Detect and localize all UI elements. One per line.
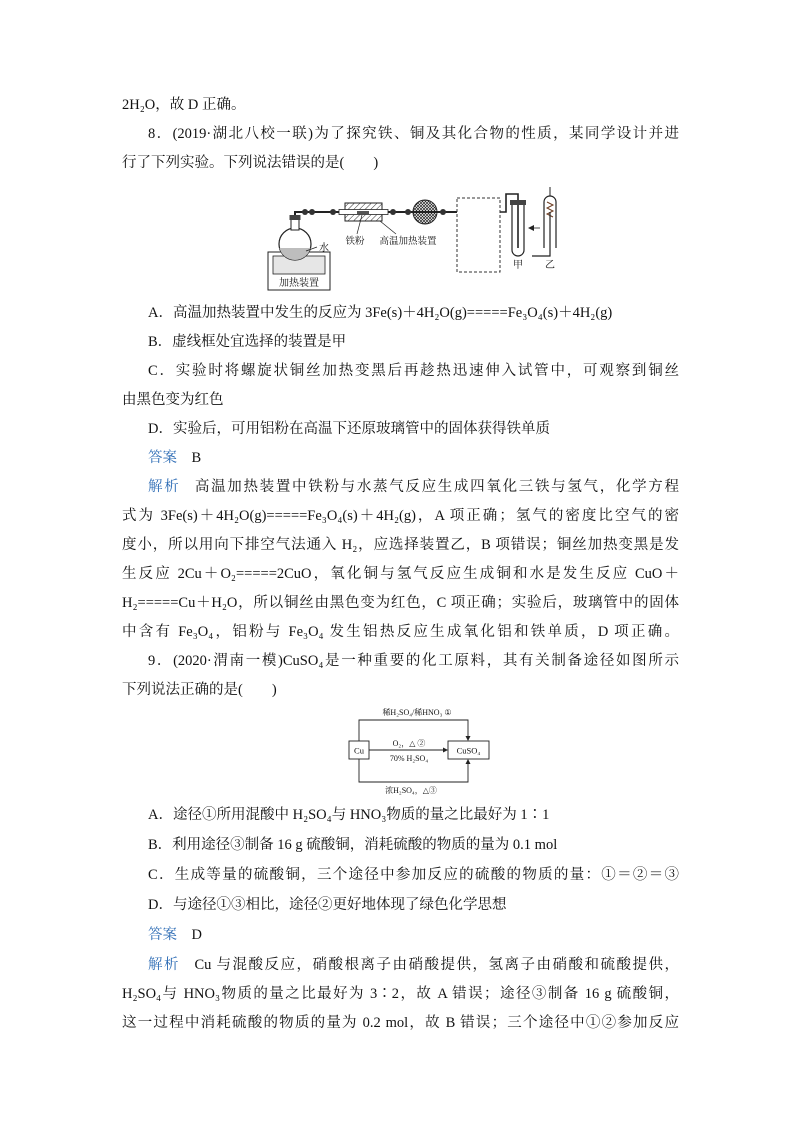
test-tube-yi <box>532 187 556 256</box>
route-2-top-label: O₂，△ ② <box>392 739 426 748</box>
q9-option-c: C．生成等量的硫酸铜，三个途径中参加反应的硫酸的物质的量：①＝②＝③ <box>148 867 679 883</box>
analysis-label: 解析 <box>148 957 180 973</box>
answer-value: D <box>191 927 202 943</box>
q8-stem-line-2: 行了下列实验。下列说法错误的是( ) <box>122 155 379 171</box>
heater-label: 加热装置 <box>279 278 319 289</box>
heater-leader <box>380 221 396 234</box>
route-1-label: 稀H₂SO₄/稀HNO₃ ① <box>382 708 452 717</box>
q8-answer <box>148 444 679 472</box>
q9-option-d: D．与途径①③相比，途径②更好地体现了绿色化学思想 <box>148 897 507 913</box>
gas-flow-arrow <box>528 225 540 231</box>
analysis-text: 高温加热装置中铁粉与水蒸气反应生成四氧化三铁与氢气，化学方程 <box>194 479 680 495</box>
high-temp-heater-label: 高温加热装置 <box>379 237 437 247</box>
q8-analysis-line-1 <box>148 473 679 501</box>
q8-option-d: D．实验后，可用铝粉在高温下还原玻璃管中的固体获得铁单质 <box>148 421 550 437</box>
route-2-arrow <box>369 748 448 753</box>
q9-answer <box>148 921 679 949</box>
cuso4-label: CuSO₄ <box>456 745 481 756</box>
q9-analysis-line-3: 这一过程中消耗硫酸的物质的量为 0.2 mol，故 B 错误；三个途径中①②参加反应 <box>122 1015 679 1031</box>
q9-option-a: A．途径①所用混酸中 H₂SO₄与 HNO₃物质的量之比最好为 1∶1 <box>148 807 550 823</box>
q8-option-c-line-1: C．实验时将螺旋状铜丝加热变黑后再趁热迅速伸入试管中，可观察到铜丝 <box>148 363 679 379</box>
q8-analysis-line-2: 式为 3Fe(s)＋4H₂O(g)=====Fe₃O₄(s)＋4H₂(g)，A 项正确；氢气的密度比空气的密 <box>122 508 679 524</box>
tube-yi-label: 乙 <box>545 260 555 271</box>
round-bottom-flask <box>279 215 311 260</box>
water-label: 水 <box>319 243 329 254</box>
answer-value: B <box>191 450 202 466</box>
answer-label: 答案 <box>148 450 177 466</box>
cu-label: Cu <box>354 745 364 756</box>
route-3-label: 浓H₂SO₄，△③ <box>385 786 437 795</box>
answer-label: 答案 <box>148 927 177 943</box>
route-diagram <box>340 700 500 800</box>
q9-option-b: B．利用途径③制备 16 g 硫酸铜，消耗硫酸的物质的量为 0.1 mol <box>148 837 558 853</box>
q9-analysis-line-2: H₂SO₄与 HNO₃物质的量之比最好为 3∶2，故 A 错误；途径③制备 16 g 硫酸铜， <box>122 986 679 1002</box>
apparatus-diagram <box>262 182 582 294</box>
previous-answer-tail: 2H₂O，故 D 正确。 <box>122 97 246 113</box>
iron-powder <box>357 211 369 214</box>
iron-powder-label: 铁粉 <box>345 237 365 247</box>
q9-analysis-line-1 <box>148 951 679 979</box>
analysis-text: Cu 与混酸反应，硝酸根离子由硝酸提供，氢离子由硝酸和硫酸提供， <box>194 957 679 973</box>
q8-option-b: B．虚线框处宜选择的装置是甲 <box>148 334 347 350</box>
q8-analysis-line-4: 生反应 2Cu＋O₂=====2CuO，氧化铜与氢气反应生成铜和水是发生反应 CuO＋ <box>122 566 679 582</box>
q8-analysis-line-3: 度小，所以用向下排空气法通入 H₂，应选择装置乙，B 项错误；铜丝加热变黑是发 <box>122 537 679 553</box>
route-2-bottom-label: 70% H₂SO₄ <box>389 754 429 763</box>
tube-jia-label: 甲 <box>513 260 523 271</box>
q9-stem-line-2: 下列说法正确的是( ) <box>122 682 277 698</box>
q8-stem-line-1: 8．(2019·湖北八校一联)为了探究铁、铜及其化合物的性质，某同学设计并进 <box>148 126 679 142</box>
route-1-arrow <box>359 720 471 741</box>
q9-stem-line-1: 9．(2020·渭南一模)CuSO₄是一种重要的化工原料，其有关制备途径如图所示 <box>148 653 679 669</box>
analysis-label: 解析 <box>148 479 181 495</box>
q8-analysis-line-6: 中含有 Fe₃O₄，铝粉与 Fe₃O₄ 发生铝热反应生成氧化铝和铁单质，D 项正确。 <box>122 624 679 640</box>
copper-coil <box>413 200 437 224</box>
q8-analysis-line-5: H₂=====Cu＋H₂O，所以铜丝由黑色变为红色，C 项正确；实验后，玻璃管中的固体 <box>122 595 679 611</box>
q9-route-figure <box>340 700 500 800</box>
q8-apparatus-figure <box>262 182 582 294</box>
high-temp-heater <box>339 203 388 221</box>
dashed-box <box>457 198 500 272</box>
q8-option-a: A．高温加热装置中发生的反应为 3Fe(s)＋4H₂O(g)=====Fe₃O₄(s)＋4H₂(g) <box>148 305 613 321</box>
q8-option-c-line-2: 由黑色变为红色 <box>122 392 224 408</box>
